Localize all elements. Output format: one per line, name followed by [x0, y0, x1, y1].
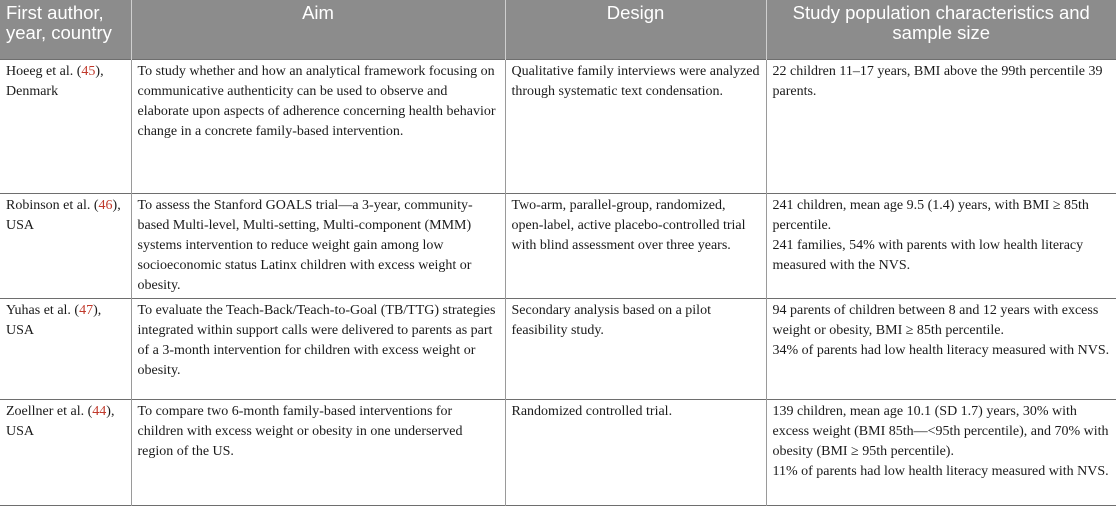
table-row: [0, 59, 1116, 193]
aim-cell: To study whether and how an analytical framework focusing on communicative authenticity can be used to observe and elaborate upon aspects of adherence concerning health behavior change in a concrete family-based intervention.: [131, 59, 505, 193]
country-text: ), USA: [6, 302, 102, 338]
design-cell: Secondary analysis based on a pilot feasibility study.: [505, 298, 766, 399]
population-line: 94 parents of children between 8 and 12 years with excess weight or obesity, BMI ≥ 85th percentile.: [772, 302, 1099, 338]
aim-cell: To assess the Stanford GOALS trial—a 3-year, community-based Multi-level, Multi-setting, Multi-component (MMM) systems intervention to reduce weight gain among low socioeconomic status Latinx children with excess weight or obesity.: [131, 193, 505, 298]
population-line: 34% of parents had low health literacy measured with NVS.: [772, 342, 1110, 358]
reference-link[interactable]: 44: [92, 403, 107, 419]
table-row: [0, 399, 1116, 505]
aim-cell: To compare two 6-month family-based interventions for children with excess weight or obesity in one underserved region of the US.: [131, 399, 505, 505]
aim-cell: To evaluate the Teach-Back/Teach-to-Goal (TB/TTG) strategies integrated within support calls were delivered to parents as part of a 3-month intervention for children with excess weight or obesity.: [131, 298, 505, 399]
author-text: Robinson et al. (: [6, 197, 99, 213]
reference-link[interactable]: 47: [79, 302, 94, 318]
design-cell: Randomized controlled trial.: [505, 399, 766, 505]
header-population: Study population characteristics and sample size: [766, 0, 1116, 59]
population-cell: [766, 59, 1116, 193]
table-body: [0, 59, 1116, 505]
population-line: 11% of parents had low health literacy measured with NVS.: [772, 463, 1109, 479]
author-text: Zoellner et al. (: [6, 403, 93, 419]
population-cell: [766, 193, 1116, 298]
design-cell: Qualitative family interviews were analyzed through systematic text condensation.: [505, 59, 766, 193]
reference-link[interactable]: 45: [81, 63, 96, 79]
design-cell: Two-arm, parallel-group, randomized, open-label, active placebo-controlled trial with blind assessment over three years.: [505, 193, 766, 298]
reference-link[interactable]: 46: [98, 197, 113, 213]
header-row: [0, 0, 1116, 59]
author-text: Hoeeg et al. (: [6, 63, 82, 79]
table-row: [0, 193, 1116, 298]
population-line: 139 children, mean age 10.1 (SD 1.7) years, 30% with excess weight (BMI 85th—<95th percentile), and 70% with obesity (BMI ≥ 95th percentile).: [772, 403, 1109, 459]
header-aim: Aim: [131, 0, 505, 59]
population-line: 241 children, mean age 9.5 (1.4) years, with BMI ≥ 85th percentile.: [772, 197, 1089, 233]
header-design: Design: [505, 0, 766, 59]
author-cell: [0, 193, 131, 298]
table-row: [0, 298, 1116, 399]
country-text: ), Denmark: [6, 63, 104, 99]
population-cell: [766, 399, 1116, 505]
header-author: First author, year, country: [0, 0, 131, 59]
table-header: [0, 0, 1116, 59]
population-line: 22 children 11–17 years, BMI above the 99th percentile 39 parents.: [772, 63, 1103, 99]
country-text: ), USA: [6, 197, 121, 233]
country-text: ), USA: [6, 403, 115, 439]
author-cell: [0, 298, 131, 399]
author-cell: [0, 399, 131, 505]
author-text: Yuhas et al. (: [6, 302, 80, 318]
population-cell: [766, 298, 1116, 399]
author-cell: [0, 59, 131, 193]
population-line: 241 families, 54% with parents with low health literacy measured with the NVS.: [772, 237, 1084, 273]
